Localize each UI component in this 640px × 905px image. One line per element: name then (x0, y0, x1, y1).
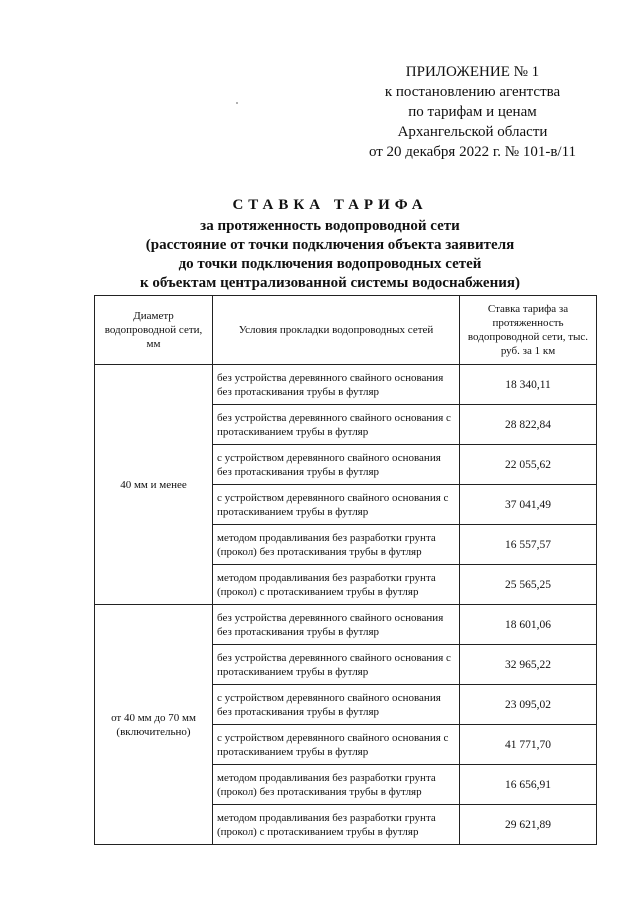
condition-cell: методом продавливания без разработки грунта (прокол) без протаскивания трубы в футляр (213, 525, 460, 565)
appendix-date-number: от 20 декабря 2022 г. № 101-в/11 (368, 144, 577, 160)
rate-cell: 22 055,62 (460, 445, 597, 485)
header-conditions: Условия прокладки водопроводных сетей (213, 296, 460, 365)
appendix-header (360, 62, 585, 162)
scan-speck (236, 102, 238, 104)
group-diameter: от 40 мм до 70 мм (включительно) (95, 605, 213, 845)
rate-cell: 32 965,22 (460, 645, 597, 685)
condition-cell: без устройства деревянного свайного основания с протаскиванием трубы в футляр (213, 645, 460, 685)
rate-cell: 41 771,70 (460, 725, 597, 765)
condition-cell: без устройства деревянного свайного основания с протаскиванием трубы в футляр (213, 405, 460, 445)
rate-cell: 23 095,02 (460, 685, 597, 725)
title-main: СТАВКА ТАРИФА (232, 197, 428, 213)
rate-cell: 16 656,91 (460, 765, 597, 805)
rate-cell: 16 557,57 (460, 525, 597, 565)
appendix-title: ПРИЛОЖЕНИЕ № 1 (405, 64, 540, 80)
condition-cell: методом продавливания без разработки грунта (прокол) с протаскиванием трубы в футляр (213, 565, 460, 605)
rate-cell: 25 565,25 (460, 565, 597, 605)
header-diameter: Диаметр водопроводной сети, мм (95, 296, 213, 365)
condition-cell: с устройством деревянного свайного основания без протаскивания трубы в футляр (213, 445, 460, 485)
title-line: (расстояние от точки подключения объекта заявителя (145, 237, 515, 253)
rate-cell: 18 340,11 (460, 365, 597, 405)
condition-cell: с устройством деревянного свайного основания без протаскивания трубы в футляр (213, 685, 460, 725)
condition-cell: методом продавливания без разработки грунта (прокол) с протаскиванием трубы в футляр (213, 805, 460, 845)
header-rate: Ставка тарифа за протяженность водопроводной сети, тыс. руб. за 1 км (460, 296, 597, 365)
appendix-line: Архангельской области (397, 124, 548, 140)
rate-cell: 18 601,06 (460, 605, 597, 645)
tariff-table (94, 295, 597, 845)
rate-cell: 37 041,49 (460, 485, 597, 525)
table-row (95, 605, 597, 645)
rate-cell: 29 621,89 (460, 805, 597, 845)
condition-cell: без устройства деревянного свайного основания без протаскивания трубы в футляр (213, 605, 460, 645)
condition-cell: без устройства деревянного свайного основания без протаскивания трубы в футляр (213, 365, 460, 405)
appendix-line: по тарифам и ценам (408, 104, 537, 120)
document-title (60, 196, 600, 293)
condition-cell: с устройством деревянного свайного основания с протаскиванием трубы в футляр (213, 725, 460, 765)
title-line: до точки подключения водопроводных сетей (178, 256, 482, 272)
title-line: за протяженность водопроводной сети (200, 218, 460, 234)
group-diameter: 40 мм и менее (95, 365, 213, 605)
condition-cell: методом продавливания без разработки грунта (прокол) без протаскивания трубы в футляр (213, 765, 460, 805)
title-line: к объектам централизованной системы водоснабжения) (140, 275, 520, 291)
appendix-line: к постановлению агентства (384, 84, 561, 100)
table-row (95, 365, 597, 405)
rate-cell: 28 822,84 (460, 405, 597, 445)
condition-cell: с устройством деревянного свайного основания с протаскиванием трубы в футляр (213, 485, 460, 525)
table-header-row (95, 296, 597, 365)
